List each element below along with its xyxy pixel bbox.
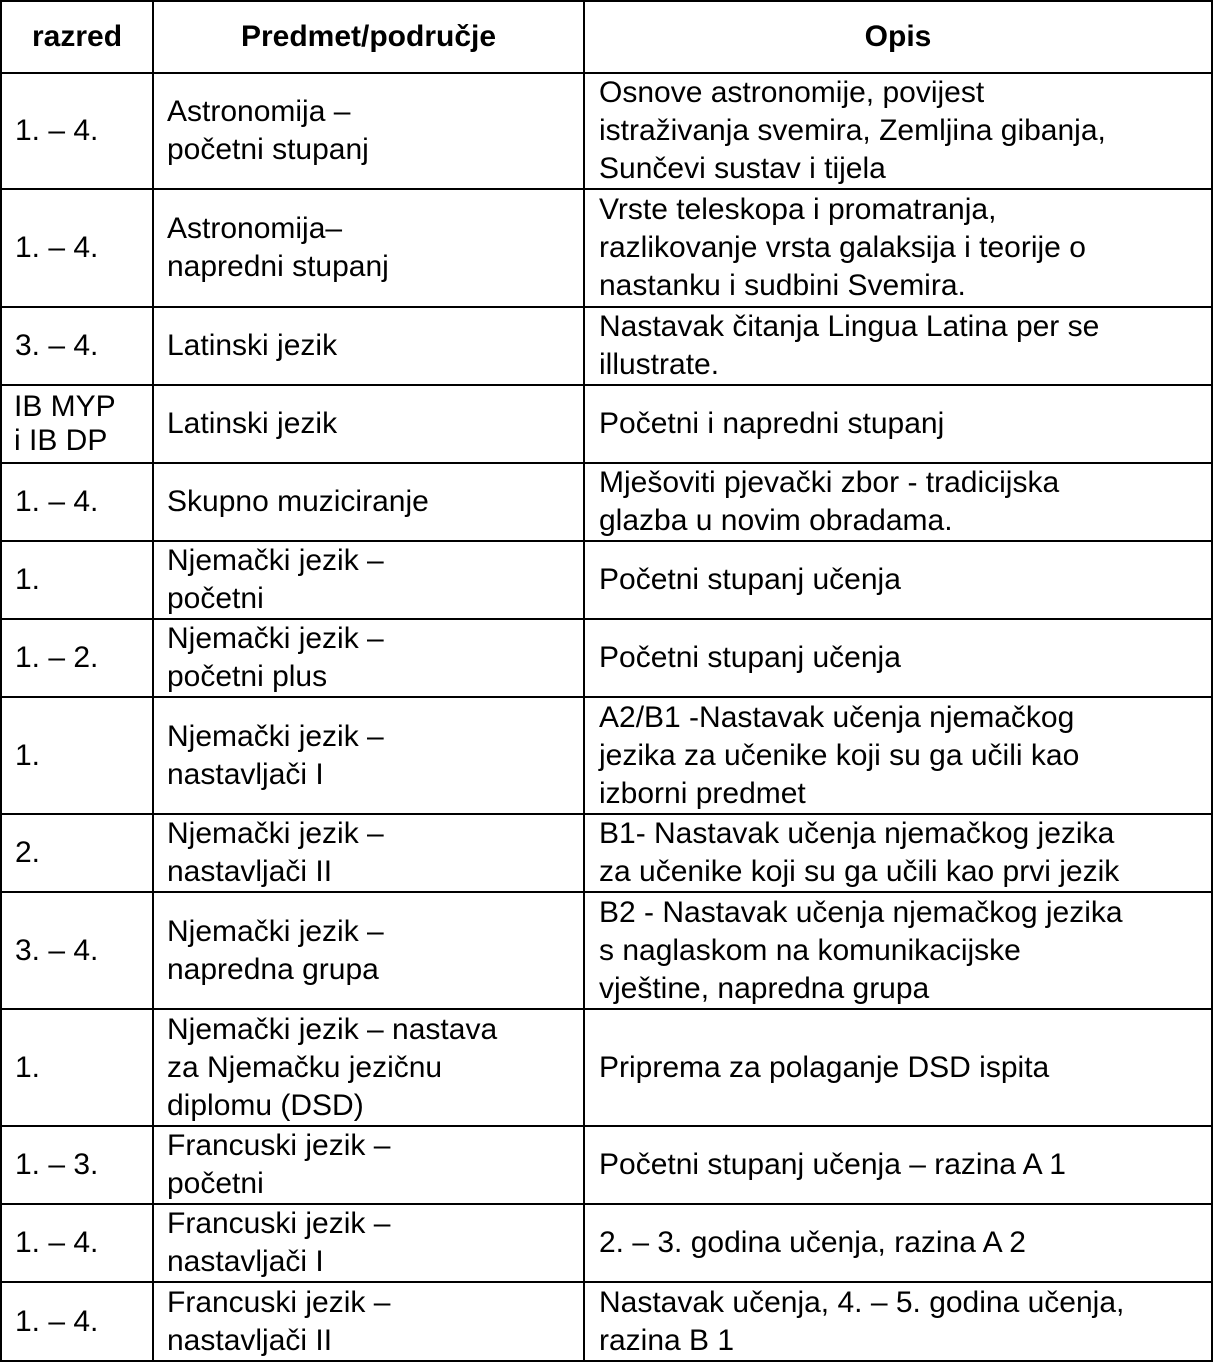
cell-opis: Početni stupanj učenja <box>584 541 1212 619</box>
table-row <box>1 73 1212 189</box>
cell-razred: 1. <box>1 697 153 814</box>
table-row <box>1 1204 1212 1282</box>
table-row <box>1 892 1212 1009</box>
cell-razred: 1. – 2. <box>1 619 153 697</box>
cell-predmet: Njemački jezik – napredna grupa <box>153 892 584 1009</box>
cell-predmet: Astronomija – početni stupanj <box>153 73 584 189</box>
table-body <box>1 73 1212 1361</box>
cell-opis: Osnove astronomije, povijest istraživanja svemira, Zemljina gibanja, Sunčevi sustav i tijela <box>584 73 1212 189</box>
cell-razred: 3. – 4. <box>1 892 153 1009</box>
cell-opis: Početni i napredni stupanj <box>584 385 1212 463</box>
cell-predmet: Latinski jezik <box>153 385 584 463</box>
cell-predmet: Francuski jezik – nastavljači I <box>153 1204 584 1282</box>
cell-razred: 1. – 4. <box>1 189 153 307</box>
cell-opis: B2 - Nastavak učenja njemačkog jezika s naglaskom na komunikacijske vještine, napredna grupa <box>584 892 1212 1009</box>
cell-opis: 2. – 3. godina učenja, razina A 2 <box>584 1204 1212 1282</box>
table-row <box>1 463 1212 541</box>
cell-predmet: Francuski jezik – početni <box>153 1126 584 1204</box>
cell-razred: 1. – 4. <box>1 1204 153 1282</box>
cell-predmet: Njemački jezik – nastavljači I <box>153 697 584 814</box>
cell-opis: Početni stupanj učenja – razina A 1 <box>584 1126 1212 1204</box>
cell-opis: B1- Nastavak učenja njemačkog jezika za učenike koji su ga učili kao prvi jezik <box>584 814 1212 892</box>
table-row <box>1 307 1212 385</box>
header-razred: razred <box>1 1 153 73</box>
cell-predmet: Skupno muziciranje <box>153 463 584 541</box>
cell-predmet: Njemački jezik – nastava za Njemačku jezičnu diplomu (DSD) <box>153 1009 584 1126</box>
cell-opis: Nastavak učenja, 4. – 5. godina učenja, razina B 1 <box>584 1282 1212 1361</box>
table-row <box>1 541 1212 619</box>
cell-razred: 1. <box>1 1009 153 1126</box>
cell-predmet: Latinski jezik <box>153 307 584 385</box>
cell-opis: Nastavak čitanja Lingua Latina per se illustrate. <box>584 307 1212 385</box>
cell-predmet: Njemački jezik – nastavljači II <box>153 814 584 892</box>
header-predmet: Predmet/područje <box>153 1 584 73</box>
table-row <box>1 1126 1212 1204</box>
cell-opis: Vrste teleskopa i promatranja, razlikovanje vrsta galaksija i teorije o nastanku i sudbini Svemira. <box>584 189 1212 307</box>
cell-razred: 1. – 3. <box>1 1126 153 1204</box>
cell-predmet: Astronomija– napredni stupanj <box>153 189 584 307</box>
cell-predmet: Njemački jezik – početni plus <box>153 619 584 697</box>
cell-opis: Mješoviti pjevački zbor - tradicijska glazba u novim obradama. <box>584 463 1212 541</box>
cell-razred: 1. – 4. <box>1 1282 153 1361</box>
cell-razred: 1. <box>1 541 153 619</box>
cell-razred: 1. – 4. <box>1 463 153 541</box>
cell-opis: Početni stupanj učenja <box>584 619 1212 697</box>
cell-razred: 3. – 4. <box>1 307 153 385</box>
cell-razred: 1. – 4. <box>1 73 153 189</box>
table-row <box>1 1282 1212 1361</box>
table-row <box>1 1009 1212 1126</box>
cell-razred: IB MYP i IB DP <box>1 385 153 463</box>
table-row <box>1 619 1212 697</box>
cell-predmet: Njemački jezik – početni <box>153 541 584 619</box>
table-row <box>1 189 1212 307</box>
cell-opis: A2/B1 -Nastavak učenja njemačkog jezika za učenike koji su ga učili kao izborni predmet <box>584 697 1212 814</box>
table-row <box>1 697 1212 814</box>
table-header-row <box>1 1 1212 73</box>
header-opis: Opis <box>584 1 1212 73</box>
cell-opis: Priprema za polaganje DSD ispita <box>584 1009 1212 1126</box>
table-row <box>1 814 1212 892</box>
table-row <box>1 385 1212 463</box>
cell-razred: 2. <box>1 814 153 892</box>
cell-predmet: Francuski jezik – nastavljači II <box>153 1282 584 1361</box>
